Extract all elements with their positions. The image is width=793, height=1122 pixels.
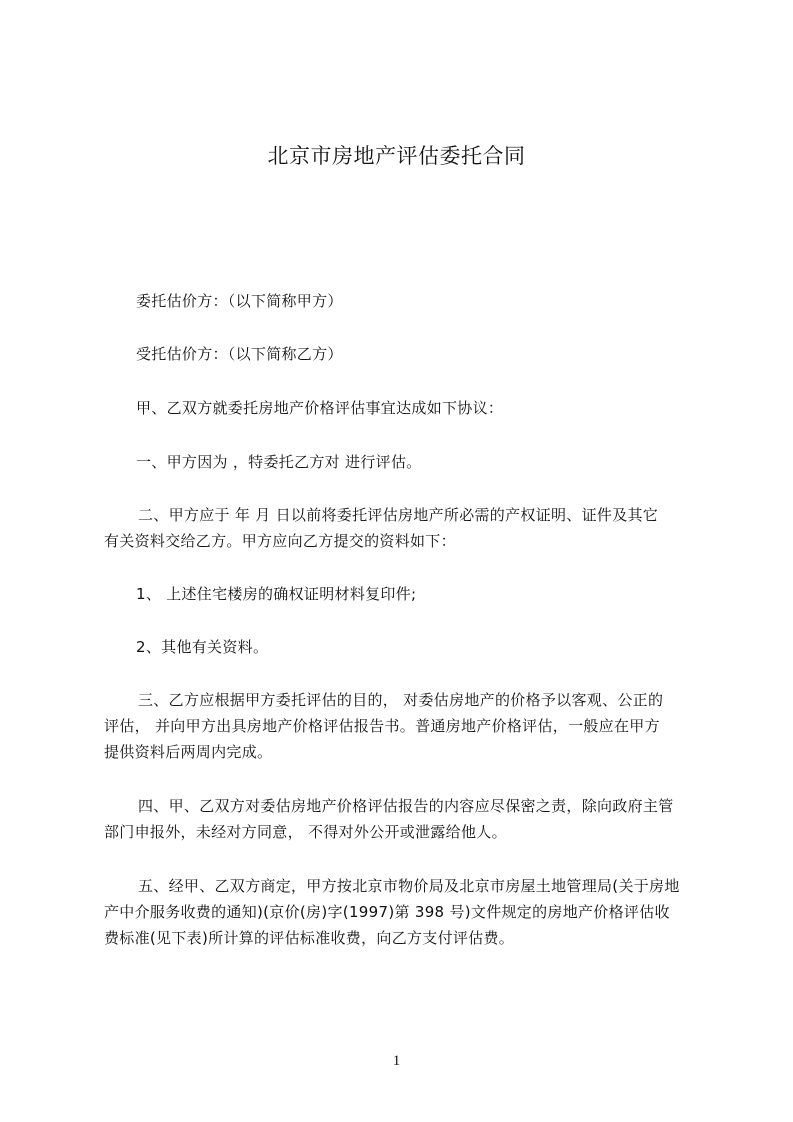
clause-3-line-3: 提供资料后两周内完成。 xyxy=(104,743,273,761)
clause-3 xyxy=(104,687,704,765)
clause-2-line-1: 二、甲方应于 年 月 日以前将委托评估房地产所必需的产权证明、证件及其它 xyxy=(138,506,659,524)
clause-client-text: 委托估价方：（以下简称甲方） xyxy=(136,292,343,310)
item-2-text: 2、其他有关资料。 xyxy=(136,638,269,656)
clause-appraiser-text: 受托估价方：（以下简称乙方） xyxy=(136,345,343,363)
item-1-text: 1、 上述住宅楼房的确权证明材料复印件; xyxy=(136,585,417,603)
clause-2-item-2 xyxy=(104,634,704,660)
page-number: 1 xyxy=(392,1053,401,1069)
clause-3-line-2: 评估， 并向甲方出具房地产价格评估报告书。普通房地产价格评估，一般应在甲方 xyxy=(104,717,660,735)
clause-client xyxy=(104,288,704,314)
clause-4-line-2: 部门申报外，未经对方同意， 不得对外公开或泄露给他人。 xyxy=(104,823,507,841)
clause-agreement-text: 甲、乙双方就委托房地产价格评估事宜达成如下协议： xyxy=(136,399,504,417)
document-title: 北京市房地产评估委托合同 xyxy=(267,144,526,168)
clause-5-line-2: 产中介服务收费的通知)(京价(房)字(1997)第 398 号)文件规定的房地产价格评估收 xyxy=(104,903,670,921)
clause-4 xyxy=(104,793,704,845)
clause-5 xyxy=(104,873,704,951)
clause-2-item-1 xyxy=(104,581,704,607)
clause-1-text: 一、甲方因为 ，特委托乙方对 进行评估。 xyxy=(136,453,422,471)
clause-3-line-1: 三、乙方应根据甲方委托评估的目的， 对委估房地产的价格予以客观、公正的 xyxy=(138,691,664,709)
clause-2-line-2: 有关资料交给乙方。甲方应向乙方提交的资料如下： xyxy=(104,532,456,550)
clause-appraiser xyxy=(104,341,704,367)
clause-1 xyxy=(104,449,704,475)
clause-5-line-1: 五、经甲、乙双方商定，甲方按北京市物价局及北京市房屋土地管理局(关于房地 xyxy=(138,877,680,895)
clause-5-line-3: 费标准(见下表)所计算的评估标准收费，向乙方支付评估费。 xyxy=(104,929,515,947)
clause-4-line-1: 四、甲、乙双方对委估房地产价格评估报告的内容应尽保密之责，除向政府主管 xyxy=(138,797,674,815)
clause-2 xyxy=(104,502,704,554)
clause-agreement xyxy=(104,395,704,421)
